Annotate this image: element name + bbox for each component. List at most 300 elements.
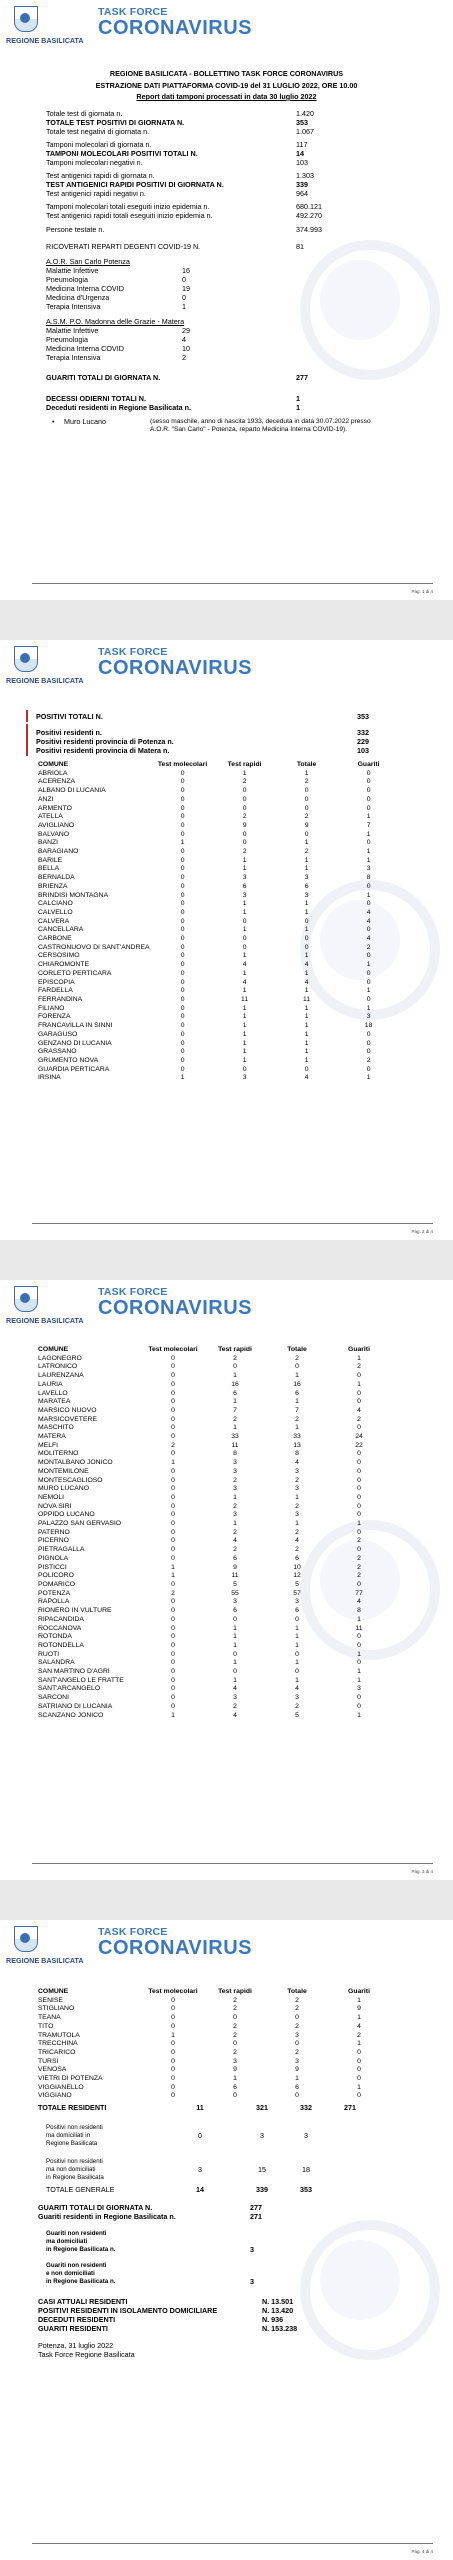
table-cell: 4 [242, 961, 247, 969]
municipality-name: ROTONDA [38, 1633, 72, 1641]
table-cell: 0 [233, 1668, 237, 1676]
table-cell: 6 [295, 1389, 299, 1397]
table-cell: 0 [180, 1056, 185, 1064]
table-cell: 0 [366, 952, 371, 960]
table-row [36, 1607, 390, 1616]
municipality-name: CERSOSIMO [38, 952, 80, 960]
table-cell: 2 [233, 1354, 237, 1362]
table-row [36, 2023, 390, 2032]
table-cell: 2 [295, 1702, 299, 1710]
region-crest-icon [14, 6, 38, 32]
municipality-name: CHIAROMONTE [38, 961, 89, 969]
table-cell: 0 [366, 778, 371, 786]
table-row [36, 1013, 400, 1022]
table-row [36, 900, 400, 909]
table-row [36, 1712, 390, 1721]
table-cell: 2 [295, 1415, 299, 1423]
table-cell: 9 [233, 2066, 237, 2074]
table-cell: 0 [171, 1476, 175, 1484]
table-cell: 0 [180, 882, 185, 890]
table-row [36, 1363, 390, 1372]
municipality-name: LATRONICO [38, 1363, 78, 1371]
table-cell: 2 [295, 1996, 299, 2004]
table-cell: 12 [293, 1572, 301, 1580]
table-cell: 7 [295, 1406, 299, 1414]
table-cell: 1 [304, 1048, 309, 1056]
table-cell: 0 [171, 2005, 175, 2013]
table-cell: 1 [357, 1996, 361, 2004]
municipality-name: LAGONEGRO [38, 1354, 82, 1362]
table-cell: 0 [366, 1030, 371, 1038]
table-cell: 1 [304, 1013, 309, 1021]
municipality-name: CASTRONUOVO DI SANT'ANDREA [38, 943, 150, 951]
table-cell: 2 [357, 1554, 361, 1562]
municipality-name: OPPIDO LUCANO [38, 1511, 95, 1519]
municipality-name: CORLETO PERTICARA [38, 969, 112, 977]
table-cell: 0 [171, 1450, 175, 1458]
table-cell: 2 [242, 813, 247, 821]
table-cell: 0 [295, 1615, 299, 1623]
table-cell: 0 [357, 1694, 361, 1702]
region-crest-icon [14, 1926, 38, 1952]
table-row [36, 961, 400, 970]
table-cell: 1 [242, 1048, 247, 1056]
table-cell: 0 [171, 1467, 175, 1475]
table-row [36, 1040, 400, 1049]
table-cell: 2 [233, 1528, 237, 1536]
table-cell: 0 [171, 2057, 175, 2065]
page-number: Pag. 4 di 4 [411, 2549, 433, 2554]
table-row [36, 770, 400, 779]
table-cell: 0 [357, 2057, 361, 2065]
signature-place-date: Potenza, 31 luglio 2022 [38, 2341, 114, 2350]
table-row [36, 1503, 390, 1512]
table-row [36, 1581, 390, 1590]
municipality-name: BALVANO [38, 830, 70, 838]
region-name: REGIONE BASILICATA [6, 36, 84, 45]
table-cell: 0 [171, 1398, 175, 1406]
table-cell: 0 [357, 2048, 361, 2056]
region-name: REGIONE BASILICATA [6, 1316, 84, 1325]
table-row [36, 1703, 390, 1712]
table-cell: 4 [357, 2022, 361, 2030]
table-cell: 0 [233, 2092, 237, 2100]
municipality-name: FARDELLA [38, 987, 73, 995]
municipality-name: EPISCOPIA [38, 978, 75, 986]
table-cell: 0 [366, 969, 371, 977]
table-cell: 3 [366, 865, 371, 873]
table-cell: 0 [180, 830, 185, 838]
table-cell: 1 [304, 900, 309, 908]
table-cell: 0 [171, 1676, 175, 1684]
column-header: Guariti [357, 761, 380, 768]
table-cell: 0 [180, 917, 185, 925]
table-cell: 0 [357, 1398, 361, 1406]
table-cell: 2 [366, 1056, 371, 1064]
table-cell: 3 [233, 1467, 237, 1475]
table-cell: 1 [366, 1004, 371, 1012]
table-cell: 33 [231, 1433, 239, 1441]
table-cell: 0 [233, 1650, 237, 1658]
municipality-name: FERRANDINA [38, 995, 83, 1003]
table-cell: 1 [171, 1563, 175, 1571]
municipality-name: PIGNOLA [38, 1554, 69, 1562]
municipality-name: MASCHITO [38, 1424, 74, 1432]
table-cell: 2 [357, 1363, 361, 1371]
page-4: REGIONE BASILICATA TASK FORCE CORONAVIRUS COMUNE Test molecolari Test rapidi Totale Guariti SENISE 0 2 2 1 STIGLIANO 0 2 2 9 TEANA 0 0 0 1 TITO 0 2 2 4 TRAMUTOLA 1 2 3 2 TRECCHINA 0 0 0 1 TRICARICO 0 2 2 0 TURSI 0 3 3 0 VENOSA 0 9 9 0 VIETRI DI POTENZA 0 1 1 0 VIGGIANELLO 0 6 6 1 VIGGIANO 0 0 0 0 TOTALE RESIDENTI 11 321 332 271 Positivi non residenti ma domiciliati in Regione Basilicata 0 3 3 Positivi non residenti ma non domiciliati in Regione Basilicata 3 15 18 TOTALE GENERALE 14 339 353 GUARITI TOTALI DI GIORNATA N. 277 Guariti residenti in Regione Basilicata n. 271 Guariti non residenti ma domiciliati in Regione Basilicata n. 3 Guariti non residenti e non domiciliati in Regione Basilicata n. 3 CASI ATTUALI RESIDENTI N. 13.501 POSITIVI RESIDENTI IN ISOLAMENTO DOMICILIARE N. 13.420 DECEDUTI RESIDENTI N. 936 GUARITI RESIDENTI N. 153.238 Potenza, 31 luglio 2022 Task Force Regione Basilicata Pag. 4 di 4 [0, 1920, 453, 2560]
table-cell: 0 [180, 856, 185, 864]
table-row [36, 813, 400, 822]
municipality-name: TRAMUTOLA [38, 2031, 80, 2039]
table-cell: 0 [171, 1424, 175, 1432]
table-cell: 4 [304, 961, 309, 969]
table-cell: 11 [303, 995, 311, 1003]
municipality-name: GENZANO DI LUCANIA [38, 1039, 112, 1047]
table-row [36, 909, 400, 918]
table-cell: 3 [295, 2031, 299, 2039]
table-cell: 1 [242, 900, 247, 908]
table-cell: 0 [295, 2014, 299, 2022]
table-cell: 0 [357, 2075, 361, 2083]
municipality-name: MONTESCAGLIOSO [38, 1476, 103, 1484]
table-cell: 0 [180, 778, 185, 786]
table-header-row [36, 1988, 390, 1997]
table-cell: 1 [242, 1013, 247, 1021]
municipality-name: RIPACANDIDA [38, 1615, 84, 1623]
municipality-name: PATERNO [38, 1528, 70, 1536]
table-cell: 1 [233, 1424, 237, 1432]
logo-coronavirus: CORONAVIRUS [98, 1937, 253, 1959]
table-cell: 11 [231, 1572, 239, 1580]
table-cell: 2 [295, 1502, 299, 1510]
municipality-name: ABRIOLA [38, 769, 68, 777]
table-cell: 3 [295, 1485, 299, 1493]
table-cell: 0 [180, 1022, 185, 1030]
table-cell: 0 [366, 839, 371, 847]
municipality-name: VENOSA [38, 2066, 67, 2074]
table-cell: 57 [293, 1589, 301, 1597]
table-cell: 0 [171, 1624, 175, 1632]
table-cell: 1 [304, 865, 309, 873]
table-row [36, 1477, 390, 1486]
table-cell: 6 [295, 1554, 299, 1562]
column-header: Totale [296, 761, 317, 768]
header [6, 1924, 266, 1980]
table-cell: 1 [304, 908, 309, 916]
table-cell: 0 [171, 1641, 175, 1649]
table-row [36, 1694, 390, 1703]
table-cell: 2 [295, 1354, 299, 1362]
table-cell: 0 [180, 769, 185, 777]
table-cell: 1 [242, 865, 247, 873]
table-row [36, 1590, 390, 1599]
municipality-name: MATERA [38, 1433, 66, 1441]
table-cell: 33 [293, 1433, 301, 1441]
table-cell: 0 [180, 987, 185, 995]
table-cell: 0 [295, 1668, 299, 1676]
table-cell: 0 [366, 926, 371, 934]
table-cell: 0 [357, 1511, 361, 1519]
municipality-name: ARMENTO [38, 804, 72, 812]
table-row [36, 892, 400, 901]
municipality-name: PALAZZO SAN GERVASIO [38, 1520, 122, 1528]
table-cell: 0 [171, 1380, 175, 1388]
table-cell: 2 [366, 943, 371, 951]
table-cell: 9 [295, 2066, 299, 2074]
table-cell: 3 [357, 1685, 361, 1693]
table-cell: 6 [242, 882, 247, 890]
logo-task-force: TASK FORCE [98, 1926, 168, 1938]
table-cell: 4 [366, 908, 371, 916]
table-cell: 0 [180, 969, 185, 977]
table-row [36, 1450, 390, 1459]
table-row [36, 1546, 390, 1555]
municipality-name: BERNALDA [38, 874, 75, 882]
table-cell: 1 [295, 1624, 299, 1632]
table-cell: 2 [357, 1415, 361, 1423]
municipality-name: CALVELLO [38, 908, 73, 916]
table-cell: 1 [357, 2083, 361, 2091]
table-row [36, 944, 400, 953]
table-cell: 1 [304, 1056, 309, 1064]
table-row [36, 1494, 390, 1503]
table-cell: 6 [304, 882, 309, 890]
table-cell: 0 [171, 1546, 175, 1554]
table-cell: 0 [366, 978, 371, 986]
logo-task-force: TASK FORCE [98, 646, 168, 658]
table-cell: 0 [180, 848, 185, 856]
table-cell: 0 [180, 961, 185, 969]
municipality-name: POMARICO [38, 1580, 76, 1588]
table-cell: 4 [357, 1406, 361, 1414]
municipality-name: SALANDRA [38, 1659, 75, 1667]
municipality-name: SCANZANO JONICO [38, 1711, 104, 1719]
table-cell: 2 [304, 848, 309, 856]
municipality-name: POLICORO [38, 1572, 74, 1580]
table-cell: 0 [171, 1580, 175, 1588]
table-row [36, 1407, 390, 1416]
table-cell: 0 [171, 1485, 175, 1493]
table-cell: 2 [295, 1528, 299, 1536]
table-cell: 0 [366, 1065, 371, 1073]
table-cell: 2 [304, 813, 309, 821]
table-cell: 1 [357, 1668, 361, 1676]
table-cell: 0 [357, 1476, 361, 1484]
table-cell: 1 [357, 1520, 361, 1528]
table-cell: 1 [366, 987, 371, 995]
table-row [36, 2005, 390, 2014]
table-row [36, 1066, 400, 1075]
table-cell: 0 [180, 874, 185, 882]
table-cell: 1 [233, 1624, 237, 1632]
municipality-name: GRASSANO [38, 1048, 77, 1056]
table-row [36, 1459, 390, 1468]
table-cell: 1 [295, 1676, 299, 1684]
table-cell: 2 [357, 1563, 361, 1571]
municipality-name: TRICARICO [38, 2048, 76, 2056]
table-header-row [36, 1346, 390, 1355]
table-cell: 0 [366, 900, 371, 908]
table-row [36, 1381, 390, 1390]
municipality-name: PIETRAGALLA [38, 1546, 85, 1554]
table-cell: 1 [295, 1424, 299, 1432]
table-cell: 2 [242, 778, 247, 786]
table-cell: 6 [233, 1554, 237, 1562]
table-cell: 0 [180, 804, 185, 812]
table-cell: 0 [180, 1030, 185, 1038]
municipality-name: MOLITERNO [38, 1450, 79, 1458]
table-cell: 0 [171, 1633, 175, 1641]
table-cell: 0 [357, 1459, 361, 1467]
table-cell: 0 [171, 1996, 175, 2004]
table-cell: 7 [233, 1406, 237, 1414]
municipality-name: CANCELLARA [38, 926, 84, 934]
municipality-name: MONTEMILONE [38, 1467, 89, 1475]
table-cell: 0 [180, 1004, 185, 1012]
table-cell: 0 [357, 1485, 361, 1493]
table-cell: 0 [171, 1554, 175, 1562]
table-cell: 1 [233, 1372, 237, 1380]
table-row [36, 865, 400, 874]
table-cell: 1 [295, 1520, 299, 1528]
table-row [36, 1398, 390, 1407]
table-cell: 0 [180, 935, 185, 943]
table-cell: 0 [357, 1493, 361, 1501]
table-row [36, 787, 400, 796]
table-cell: 2 [295, 2005, 299, 2013]
table-cell: 1 [233, 1659, 237, 1667]
table-cell: 0 [171, 1433, 175, 1441]
table-cell: 1 [242, 856, 247, 864]
table-cell: 0 [242, 839, 247, 847]
municipality-name: SAN MARTINO D'AGRI [38, 1668, 110, 1676]
table-cell: 1 [357, 1380, 361, 1388]
report-date: Report dati tamponi processati in data 30 luglio 2022 [136, 92, 317, 101]
table-cell: 0 [357, 1702, 361, 1710]
table-row [36, 1005, 400, 1014]
municipality-name: GUARDIA PERTICARA [38, 1065, 110, 1073]
page-number: Pag. 2 di 4 [411, 1229, 433, 1234]
table-cell: 1 [233, 1398, 237, 1406]
table-cell: 3 [295, 1694, 299, 1702]
table-cell: 0 [357, 1450, 361, 1458]
table-cell: 1 [357, 2014, 361, 2022]
table-cell: 1 [295, 1641, 299, 1649]
table-cell: 1 [295, 1659, 299, 1667]
table-cell: 0 [180, 1039, 185, 1047]
table-cell: 4 [295, 1537, 299, 1545]
table-cell: 1 [171, 1711, 175, 1719]
table-cell: 8 [366, 874, 371, 882]
column-header: COMUNE [38, 1346, 69, 1353]
table-row [36, 918, 400, 927]
table-cell: 3 [295, 1511, 299, 1519]
municipality-name: MURO LUCANO [38, 1485, 89, 1493]
table-cell: 0 [304, 943, 309, 951]
region-name: REGIONE BASILICATA [6, 676, 84, 685]
column-header: Totale [287, 1346, 307, 1353]
table-cell: 1 [304, 1039, 309, 1047]
region-crest-icon [14, 646, 38, 672]
municipality-name: ROTONDELLA [38, 1641, 84, 1649]
table-cell: 5 [295, 1580, 299, 1588]
table-row [36, 1390, 390, 1399]
region-crest-icon [14, 1286, 38, 1312]
table-row [36, 2075, 390, 2084]
table-cell: 2 [233, 1502, 237, 1510]
logo-task-force: TASK FORCE [98, 1286, 168, 1298]
table-cell: 0 [357, 1424, 361, 1432]
table-header-row [36, 761, 400, 770]
table-cell: 0 [242, 917, 247, 925]
municipality-name: MONTALBANO JONICO [38, 1459, 113, 1467]
table-row [36, 1616, 390, 1625]
municipality-name: PICERNO [38, 1537, 69, 1545]
table-cell: 0 [171, 1598, 175, 1606]
table-cell: 0 [180, 821, 185, 829]
municipality-name: LAURENZANA [38, 1372, 84, 1380]
table-cell: 1 [171, 1572, 175, 1580]
table-row [36, 1074, 400, 1083]
table-cell: 3 [304, 874, 309, 882]
table-cell: 1 [295, 2075, 299, 2083]
table-cell: 0 [180, 891, 185, 899]
table-cell: 0 [233, 1615, 237, 1623]
table-cell: 1 [357, 1615, 361, 1623]
municipality-name: VIETRI DI POTENZA [38, 2075, 103, 2083]
table-cell: 0 [366, 882, 371, 890]
table-cell: 1 [233, 1641, 237, 1649]
table-cell: 0 [171, 2075, 175, 2083]
table-cell: 0 [171, 1406, 175, 1414]
column-header: Test rapidi [218, 1988, 252, 1995]
table-cell: 6 [295, 2083, 299, 2091]
table-cell: 0 [304, 935, 309, 943]
table-cell: 1 [357, 1711, 361, 1719]
table-cell: 1 [304, 969, 309, 977]
table-cell: 1 [233, 2075, 237, 2083]
table-cell: 1 [304, 1030, 309, 1038]
table-row [36, 839, 400, 848]
table-cell: 3 [242, 1074, 247, 1082]
municipality-table [36, 1988, 390, 2101]
table-cell: 0 [171, 1354, 175, 1362]
hospital-san-carlo: A.O.R. San Carlo Potenza [46, 257, 130, 266]
table-cell: 0 [171, 2083, 175, 2091]
column-header: Test molecolari [148, 1988, 198, 1995]
municipality-name: BRINDISI MONTAGNA [38, 891, 109, 899]
table-cell: 1 [357, 1650, 361, 1658]
table-cell: 0 [171, 1615, 175, 1623]
table-cell: 4 [295, 1685, 299, 1693]
table-cell: 11 [241, 995, 249, 1003]
table-cell: 0 [295, 2040, 299, 2048]
table-row [36, 1031, 400, 1040]
table-cell: 1 [171, 2031, 175, 2039]
table-row [36, 2092, 390, 2101]
table-cell: 0 [180, 943, 185, 951]
table-cell: 4 [366, 917, 371, 925]
table-cell: 2 [233, 1476, 237, 1484]
table-cell: 4 [357, 1598, 361, 1606]
table-row [36, 1520, 390, 1529]
table-cell: 7 [366, 821, 371, 829]
municipality-name: CALCIANO [38, 900, 73, 908]
page-number: Pag. 1 di 4 [411, 589, 433, 594]
table-row [36, 1564, 390, 1573]
table-cell: 1 [366, 830, 371, 838]
table-cell: 1 [180, 1074, 185, 1082]
